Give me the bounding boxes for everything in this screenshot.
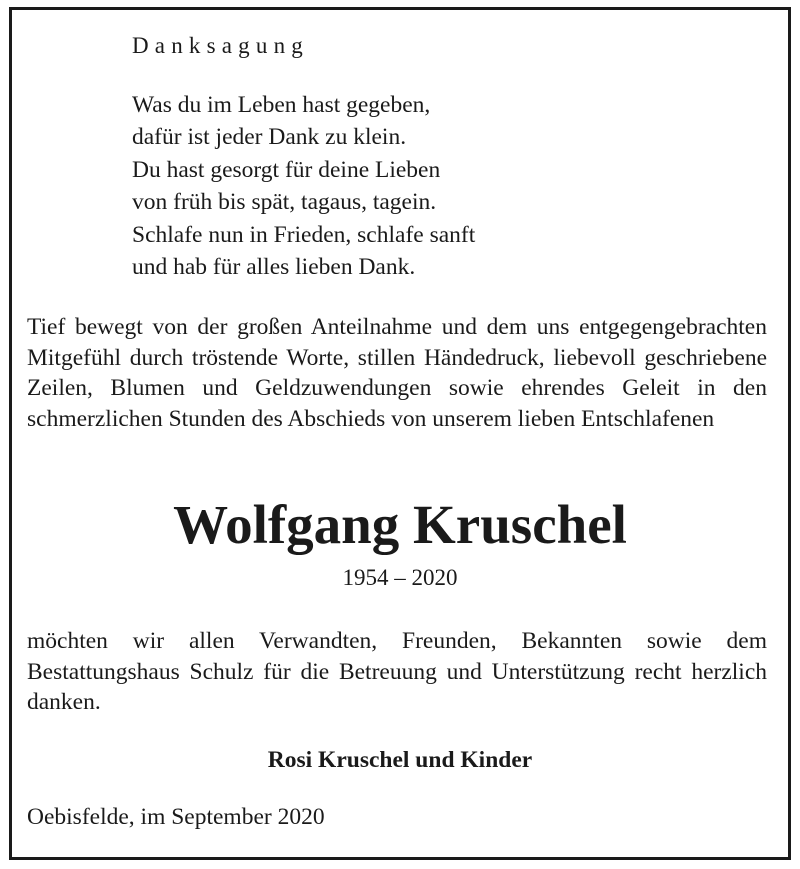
place-date: Oebisfelde, im September 2020 xyxy=(27,804,325,830)
poem-line: Was du im Leben hast gegeben, xyxy=(132,92,431,118)
notice-heading: Danksagung xyxy=(132,33,309,58)
poem-line: Schlafe nun in Frieden, schlafe sanft xyxy=(132,221,476,248)
signature: Rosi Kruschel und Kinder xyxy=(267,747,533,773)
poem xyxy=(132,89,475,283)
poem-line: dafür ist jeder Dank zu klein. xyxy=(132,124,407,151)
poem-line: von früh bis spät, tagaus, tagein. xyxy=(132,189,437,216)
deceased-name: Wolfgang Kruschel xyxy=(173,494,627,555)
poem-line: Du hast gesorgt für deine Lieben xyxy=(132,156,441,183)
thanks-paragraph: möchten wir allen Verwandten, Freunden, Bekannten sowie dem Bestattungshaus Schulz für die Betreuung und Unterstützung recht herzlich danken. xyxy=(27,628,767,716)
poem-line: und hab für alles lieben Dank. xyxy=(132,254,416,281)
intro-paragraph: Tief bewegt von der großen Anteilnahme und dem uns entgegengebrachten Mitgefühl durch tröstende Worte, stillen Händedruck, liebevoll geschriebene Zeilen, Blumen und Geldzuwendungen sowie ehrendes Geleit in den schmerzlichen Stunden des Abschieds von unserem lieben Entschlafenen xyxy=(27,314,767,432)
life-years: 1954 – 2020 xyxy=(342,565,458,590)
